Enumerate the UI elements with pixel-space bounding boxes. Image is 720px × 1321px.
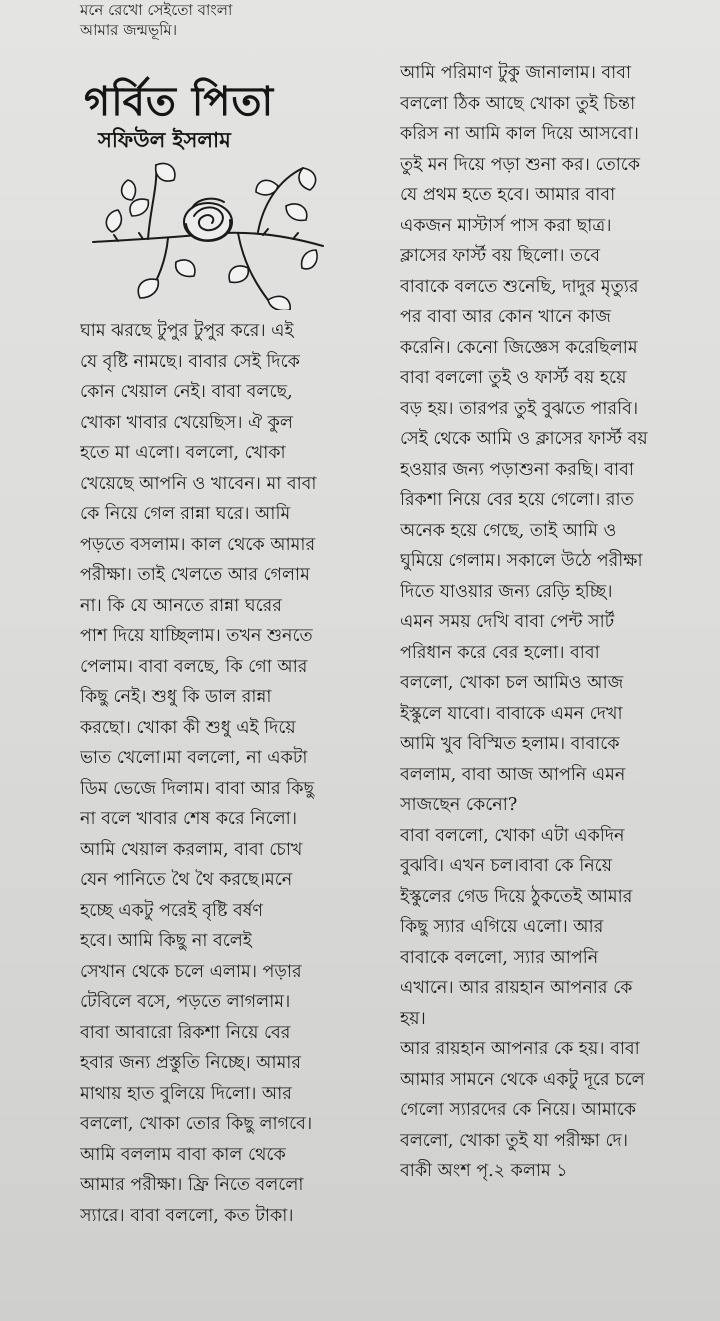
text-line: পেলাম। বাবা বলছে, কি গো আর [80, 656, 308, 677]
text-line: সাজছেন কেনো? [400, 795, 518, 815]
snippet-line: মনে রেখো সেইতো বাংলা [80, 1, 233, 19]
text-line: করেনি। কেনো জিজ্ঞেস করেছিলাম [400, 337, 638, 358]
text-line: হবে। আমি কিছু না বলেই [80, 931, 252, 951]
text-line: রিকশা নিয়ে বের হয়ে গেলো। রাত [400, 490, 634, 510]
text-line: দিতে যাওয়ার জন্য রেডি় হচ্ছি। [400, 581, 613, 602]
rose-illustration [88, 150, 328, 310]
article-title: গর্বিত পিতা [84, 78, 275, 125]
text-line: সেখান থেকে চলে এলাম। পড়ার [80, 961, 302, 982]
text-line: স্যারে। বাবা বললো, কত টাকা। [80, 1205, 294, 1226]
text-line: করিস না আমি কাল দিয়ে আসবো। [400, 124, 639, 144]
text-line: বাবাকে বললো, স্যার আপনি [400, 947, 599, 968]
text-line: আমি খেয়াল করলাম, বাবা চোখ [80, 839, 303, 860]
article-author: সফিউল ইসলাম [98, 127, 231, 152]
text-line: বললো, খোকা তোর কিছু লাগবে। [80, 1114, 313, 1134]
text-line: ইস্কুলে যাবো। বাবাকে এমন দেখা [400, 703, 623, 724]
text-line: অনেক হয়ে গেছে, তাই আমি ও [400, 520, 617, 541]
text-line: পড়তে বসলাম। কাল থেকে আমার [80, 534, 316, 555]
text-line: আমি বললাম বাবা কাল থেকে [80, 1144, 286, 1165]
text-line: বুঝবি। এখন চল।বাবা কে নিয়ে [400, 856, 612, 876]
text-line: ডিম ভেজে দিলাম। বাবা আর কিছু [80, 778, 315, 799]
text-line: খোকা খাবার খেয়েছিস। ঐ কুল [80, 412, 293, 433]
text-line: হওয়ার জন্য পড়াশুনা করছি। বাবা [400, 459, 634, 480]
text-line: পাশ দিয়ে যাচ্ছিলাম। তখন শুনতে [80, 626, 313, 646]
text-line: তুই মন দিয়ে পড়া শুনা কর। তোকে [400, 154, 641, 175]
text-line: বাকী অংশ পৃ.২ কলাম ১ [400, 1161, 568, 1181]
text-line: যে প্রথম হতে হবে। আমার বাবা [400, 185, 616, 205]
text-line: হবার জন্য প্রস্তুতি নিচ্ছে। আমার [80, 1053, 301, 1073]
text-line: আমি পরিমাণ টুকু জানালাম। বাবা [400, 63, 632, 83]
article-body-left-column [80, 316, 380, 1231]
text-line: আমার সামনে থেকে একটু দূরে চলে [400, 1069, 645, 1090]
text-line: করছো। খোকা কী শুধু এই দিয়ে [80, 717, 296, 738]
text-line: বললো, খোকা তুই যা পরীক্ষা দে। [400, 1130, 628, 1151]
text-line: মাথায় হাত বুলিয়ে দিলো। আর [80, 1083, 292, 1104]
text-line: টেবিলে বসে, পড়তে লাগলাম। [80, 992, 291, 1012]
text-line: কিছু স্যার এগিয়ে এলো। আর [400, 917, 604, 937]
text-line: ভাত খেলো।মা বললো, না একটা [80, 748, 308, 768]
text-line: ইস্কুলের গেড দিয়ে ঠুকতেই আমার [400, 886, 633, 907]
text-line: বড় হয়। তারপর তুই বুঝতে পারবি। [400, 398, 639, 419]
text-line: ঘাম ঝরছে টুপুর টুপুর করে। এই [80, 321, 294, 341]
text-line: হতে মা এলো। বললো, খোকা [80, 443, 286, 463]
text-line: পরীক্ষা। তাই খেলতে আর গেলাম [80, 565, 310, 585]
text-line: বাবাকে বলতে শুনেছি, দাদুর মৃত্যুর [400, 276, 639, 297]
snippet-line: আমার জন্মভূমি। [80, 21, 178, 39]
text-line: বললো ঠিক আছে খোকা তুই চিন্তা [400, 93, 636, 114]
text-line: আর রায়হান আপনার কে হয়। বাবা [400, 1039, 640, 1059]
text-line: হয়। [400, 1008, 426, 1029]
text-line: ক্লাসের ফার্স্ট বয় ছিলো। তবে [400, 246, 600, 266]
article-body-right-column [400, 58, 705, 1187]
text-line: না বলে খাবার শেষ করে নিলো। [80, 809, 298, 829]
text-line: সেই থেকে আমি ও ক্লাসের ফার্স্ট বয় [400, 429, 648, 449]
text-line: গেলো স্যারদের কে নিয়ে। আমাকে [400, 1100, 637, 1120]
text-line: বললো, খোকা চল আমিও আজ [400, 673, 624, 693]
text-line: পরিধান করে বের হলো। বাবা [400, 642, 600, 663]
text-line: কিছু নেই। শুধু কি ডাল রান্না [80, 687, 272, 707]
previous-article-snippet [80, 0, 360, 40]
text-line: কে নিয়ে গেল রান্না ঘরে। আমি [80, 504, 291, 524]
text-line: এমন সময় দেখি বাবা পেন্ট সার্ট [400, 612, 615, 632]
text-line: আমার পরীক্ষা। ফ্রি নিতে বললো [80, 1175, 304, 1195]
text-line: আমি খুব বিস্মিত হলাম। বাবাকে [400, 734, 620, 754]
text-line: যেন পানিতে থৈ থৈ করছে।মনে [80, 870, 293, 890]
text-line: খেয়েছে আপনি ও খাবেন। মা বাবা [80, 473, 317, 494]
text-line: পর বাবা আর কোন খানে কাজ [400, 307, 611, 327]
text-line: কোন খেয়াল নেই। বাবা বলছে, [80, 382, 293, 402]
text-line: না। কি যে আনতে রান্না ঘরের [80, 595, 282, 616]
text-line: বাবা আবারো রিকশা নিয়ে বের [80, 1022, 291, 1043]
text-line: বাবা বললো তুই ও ফার্স্ট বয় হয়ে [400, 368, 627, 388]
text-line: এখানে। আর রায়হান আপনার কে [400, 978, 633, 998]
text-line: ঘুমিয়ে গেলাম। সকালে উঠে পরীক্ষা [400, 551, 643, 571]
text-line: বললাম, বাবা আজ আপনি এমন [400, 764, 626, 785]
text-line: যে বৃষ্টি নামছে। বাবার সেই দিকে [80, 351, 300, 372]
text-line: বাবা বললো, খোকা এটা একদিন [400, 825, 625, 846]
text-line: হচ্ছে একটু পরেই বৃষ্টি বর্ষণ [80, 900, 263, 921]
text-line: একজন মাস্টার্স পাস করা ছাত্র। [400, 215, 612, 236]
